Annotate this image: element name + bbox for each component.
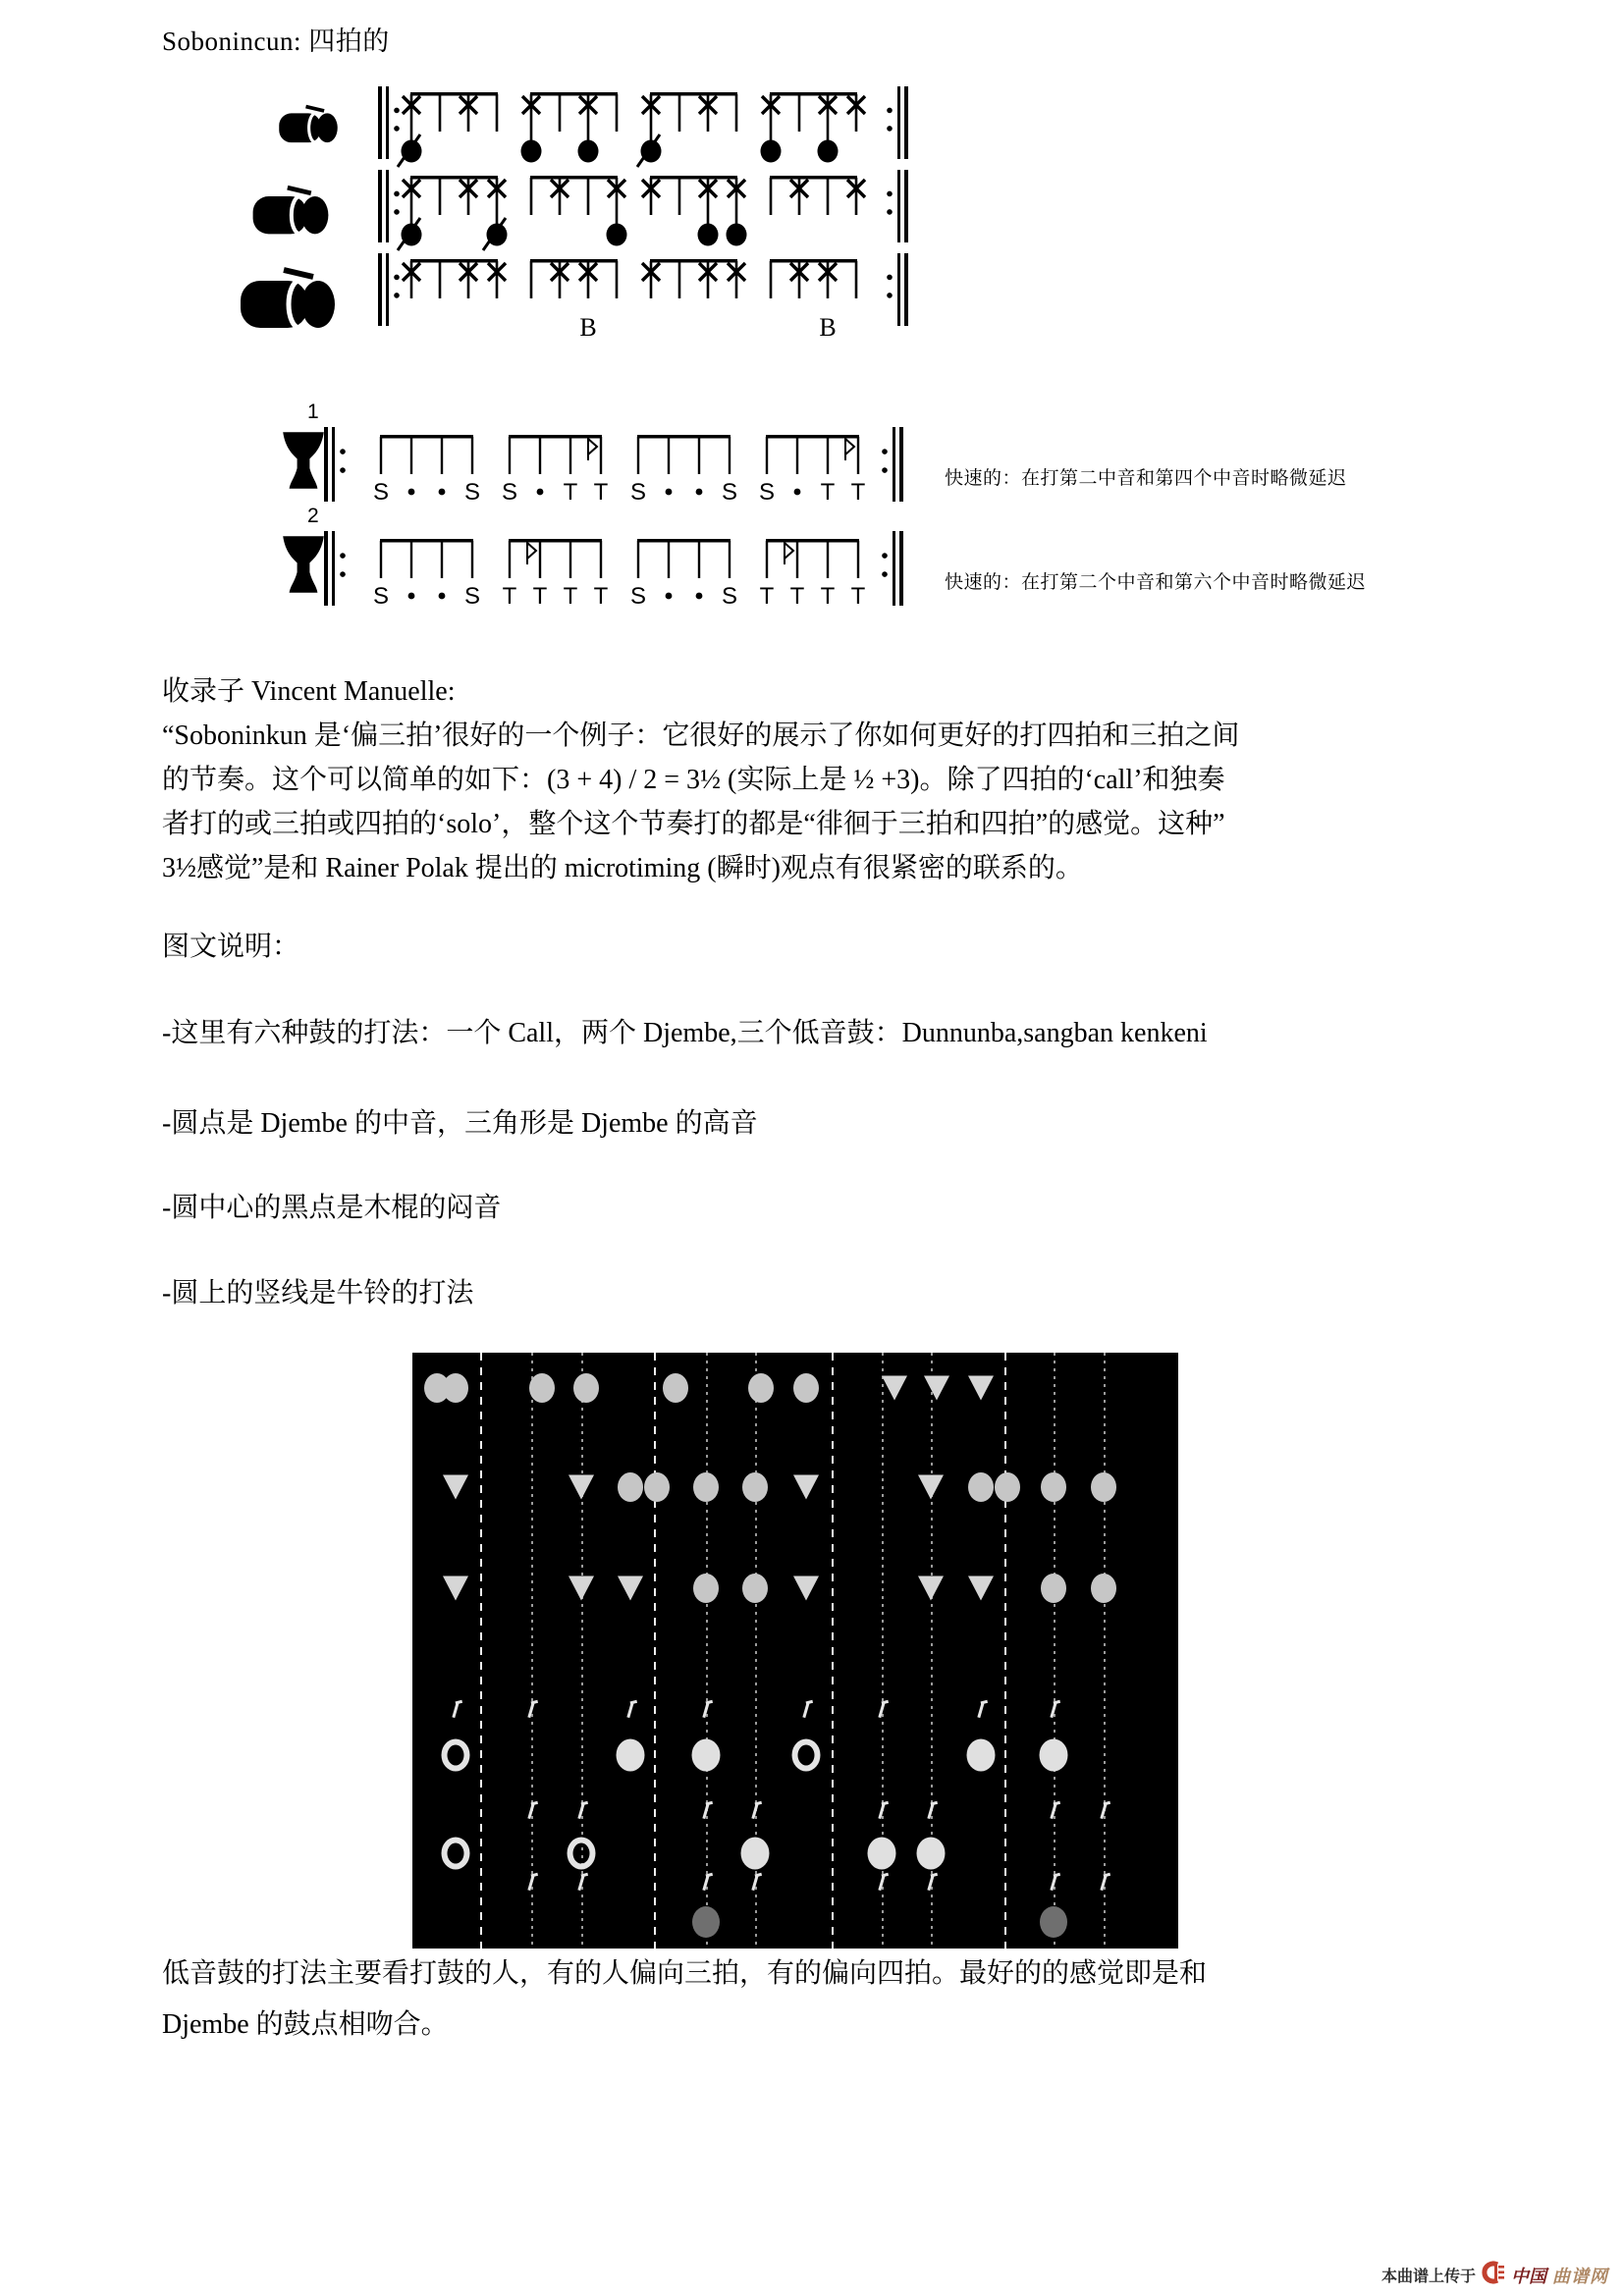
- chart-gridline: [706, 1353, 708, 1949]
- chart-symbol-tick-kenkeni-bell: [702, 1702, 709, 1718]
- caption-bullet: -圆点是 Djembe 的中音，三角形是 Djembe 的高音: [162, 1108, 758, 1139]
- chart-symbol-triangle-djembe-2: [918, 1575, 944, 1600]
- watermark-brand-strong: 中国: [1511, 2266, 1546, 2286]
- chart-gridline: [1054, 1353, 1056, 1949]
- chart-gridline: [480, 1353, 482, 1949]
- djembe-number: 1: [307, 400, 319, 423]
- caption-bullet: -圆中心的黑点是木棍的闷音: [162, 1193, 502, 1223]
- djembe-drum-icon: [281, 429, 326, 492]
- svg-text:S: S: [372, 583, 390, 610]
- chart-symbol-circle-djembe-1: [968, 1472, 994, 1502]
- caption-heading: 图文说明：: [162, 932, 300, 962]
- chart-symbol-circle-djembe-2: [1091, 1574, 1116, 1603]
- caption-bullet: -这里有六种鼓的打法：一个 Call，两个 Djembe,三个低音鼓：Dunnunba,sangban kenkeni: [162, 1018, 1208, 1048]
- svg-text:T: T: [850, 583, 866, 610]
- chart-symbol-circle-call: [573, 1373, 599, 1403]
- svg-text:T: T: [532, 583, 548, 610]
- chart-symbol-triangle-djembe-1: [443, 1474, 468, 1499]
- chart-symbol-circle-call: [793, 1373, 819, 1403]
- svg-text:S: S: [463, 583, 481, 610]
- chart-symbol-circle-djembe-1: [1041, 1472, 1066, 1502]
- chart-symbol-tick-kenkeni-bell: [977, 1702, 984, 1718]
- watermark: [1381, 2261, 1608, 2289]
- chart-gridline: [1004, 1353, 1006, 1949]
- djembe1-annotation: 快速的：在打第二中音和第四个中音时略微延迟: [945, 468, 1347, 489]
- chart-symbol-dim-dununba: [1040, 1906, 1067, 1938]
- chart-symbol-circle-call: [529, 1373, 555, 1403]
- chart-symbol-circle-djembe-1: [995, 1472, 1020, 1502]
- chart-symbol-ring-kenkeni: [791, 1738, 820, 1771]
- djembe2-annotation: 快速的：在打第二个中音和第六个中音时略微延迟: [945, 572, 1367, 593]
- svg-text:B: B: [579, 313, 597, 342]
- svg-text:T: T: [502, 583, 517, 610]
- dunun-drum-medium: [251, 181, 333, 239]
- chart-symbol-tick-dununba-bell: [702, 1875, 709, 1891]
- svg-text:S: S: [372, 479, 390, 506]
- chart-symbol-ring-sangban: [441, 1837, 469, 1869]
- svg-text:S: S: [463, 479, 481, 506]
- watermark-brand-light: 曲谱网: [1552, 2266, 1608, 2286]
- staff-dununba: [378, 245, 908, 355]
- staff-djembe-1: [324, 417, 903, 530]
- chart-symbol-triangle-call: [924, 1376, 949, 1401]
- svg-text:T: T: [563, 583, 578, 610]
- svg-text:S: S: [721, 479, 738, 506]
- chart-symbol-tick-dununba-bell: [1050, 1875, 1056, 1891]
- chart-symbol-circle-call: [443, 1373, 468, 1403]
- chart-symbol-circle2-kenkeni: [691, 1738, 720, 1771]
- chart-symbol-circle-djembe-2: [1041, 1574, 1066, 1603]
- music-note-logo-icon: [1482, 2261, 1505, 2289]
- dunun-drum-small: [278, 101, 341, 146]
- chart-symbol-circle-djembe-2: [742, 1574, 768, 1603]
- chart-symbol-circle-djembe-1: [742, 1472, 768, 1502]
- chart-symbol-circle2-sangban: [740, 1837, 769, 1869]
- chart-symbol-tick-sangban-bell: [702, 1803, 709, 1819]
- chart-symbol-tick-kenkeni-bell: [802, 1702, 809, 1718]
- svg-text:T: T: [563, 479, 578, 506]
- svg-text:T: T: [593, 583, 609, 610]
- paragraph-line: 者打的或三拍或四拍的‘solo’，整个这个节奏打的都是“徘徊于三拍和四拍”的感觉。这种”: [162, 809, 1225, 839]
- chart-symbol-triangle-djembe-1: [793, 1474, 819, 1499]
- quote-paragraph: [162, 669, 1438, 890]
- djembe-drum-icon: [281, 533, 326, 596]
- chart-symbol-ring-kenkeni: [441, 1738, 469, 1771]
- chart-symbol-tick-dununba-bell: [751, 1875, 758, 1891]
- chart-symbol-circle-djembe-1: [644, 1472, 670, 1502]
- svg-text:S: S: [629, 479, 647, 506]
- chart-symbol-triangle-djembe-2: [443, 1575, 468, 1600]
- svg-text:T: T: [759, 583, 775, 610]
- chart-gridline: [654, 1353, 656, 1949]
- svg-text:B: B: [819, 313, 837, 342]
- page-title: Sobonincun: 四拍的: [162, 27, 390, 56]
- chart-symbol-triangle-call: [882, 1376, 907, 1401]
- svg-text:T: T: [789, 583, 805, 610]
- chart-symbol-circle-call: [748, 1373, 774, 1403]
- chart-symbol-circle-djembe-1: [618, 1472, 643, 1502]
- svg-text:S: S: [721, 583, 738, 610]
- chart-symbol-tick-kenkeni-bell: [1050, 1702, 1056, 1718]
- footer-text-line: Djembe 的鼓点相吻合。: [162, 2009, 449, 2040]
- chart-symbol-tick-sangban-bell: [751, 1803, 758, 1819]
- chart-symbol-circle2-sangban: [917, 1837, 946, 1869]
- chart-symbol-circle-djembe-1: [693, 1472, 719, 1502]
- chart-symbol-tick-kenkeni-bell: [627, 1702, 634, 1718]
- paragraph-line: 收录子 Vincent Manuelle:: [162, 676, 456, 707]
- chart-symbol-triangle-djembe-2: [568, 1575, 594, 1600]
- djembe-number: 2: [307, 505, 319, 527]
- chart-symbol-triangle-djembe-2: [618, 1575, 643, 1600]
- svg-text:S: S: [758, 479, 776, 506]
- footer-text-line: 低音鼓的打法主要看打鼓的人，有的人偏向三拍，有的偏向四拍。最好的的感觉即是和: [162, 1958, 1208, 1989]
- chart-symbol-triangle-djembe-2: [793, 1575, 819, 1600]
- chart-gridline: [531, 1353, 533, 1949]
- chart-gridline: [1104, 1353, 1106, 1949]
- paragraph-line: 3½感觉”是和 Rainer Polak 提出的 microtiming (瞬时)观点有很紧密的联系的。: [162, 853, 1083, 883]
- watermark-text: 本曲谱上传于: [1380, 2269, 1476, 2285]
- chart-symbol-circle2-kenkeni: [966, 1738, 995, 1771]
- microtiming-chart: [412, 1353, 1178, 1949]
- chart-symbol-circle-call: [663, 1373, 688, 1403]
- paragraph-line: 的节奏。这个可以简单的如下：(3 + 4) / 2 = 3½ (实际上是 ½ +3)。除了四拍的‘call’和独奏: [162, 765, 1225, 795]
- caption-bullet: -圆上的竖线是牛铃的打法: [162, 1278, 474, 1308]
- chart-symbol-circle2-sangban: [868, 1837, 896, 1869]
- chart-symbol-ring-sangban: [567, 1837, 595, 1869]
- chart-symbol-dim-dununba: [692, 1906, 720, 1938]
- chart-symbol-triangle-djembe-1: [918, 1474, 944, 1499]
- chart-symbol-tick-kenkeni-bell: [452, 1702, 459, 1718]
- svg-text:T: T: [593, 479, 609, 506]
- svg-text:S: S: [629, 583, 647, 610]
- paragraph-line: “Soboninkun 是‘偏三拍’很好的一个例子：它很好的展示了你如何更好的打四拍和三拍之间: [162, 721, 1240, 751]
- chart-symbol-triangle-djembe-1: [568, 1474, 594, 1499]
- chart-symbol-circle-djembe-1: [1091, 1472, 1116, 1502]
- svg-text:S: S: [501, 479, 518, 506]
- chart-symbol-circle2-kenkeni: [617, 1738, 645, 1771]
- svg-text:T: T: [850, 479, 866, 506]
- chart-symbol-triangle-call: [968, 1376, 994, 1401]
- chart-symbol-triangle-djembe-2: [968, 1575, 994, 1600]
- svg-text:T: T: [820, 479, 836, 506]
- chart-symbol-circle-djembe-2: [693, 1574, 719, 1603]
- svg-text:T: T: [820, 583, 836, 610]
- dunun-drum-large: [239, 261, 341, 334]
- staff-djembe-2: [324, 521, 903, 634]
- chart-gridline: [832, 1353, 834, 1949]
- chart-symbol-circle2-kenkeni: [1039, 1738, 1067, 1771]
